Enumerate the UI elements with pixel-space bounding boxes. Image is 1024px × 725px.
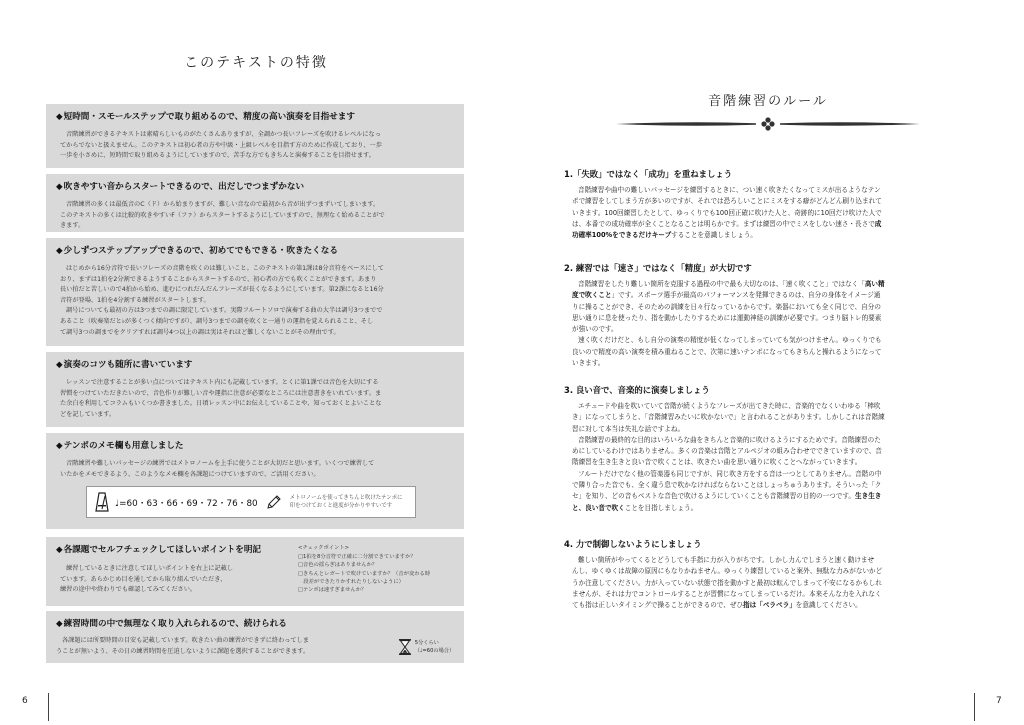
checkpoint-list bbox=[298, 544, 448, 596]
text-line: 階練習を生き生きと良い音で吹くことは、吹きたい曲を思い通りに吹くことへながっていきます。 bbox=[572, 458, 862, 467]
feature-heading: 演奏のコツも随所に書いています bbox=[63, 360, 193, 370]
rule-section-3 bbox=[564, 384, 984, 514]
text-line: 練習の途中や終わりでも確認してみてください。 bbox=[60, 586, 197, 594]
diamond-icon: ◆ bbox=[56, 441, 63, 451]
text-line: 音階練習の最終的な目的はいろいろな曲をきちんと音楽的に吹けるようにするためです。音階練習のた bbox=[578, 435, 881, 444]
feature-heading: 吹きやすい音からスタートできるので、出だしでつまずかない bbox=[63, 182, 305, 192]
ornament-divider bbox=[616, 116, 920, 132]
text-line: きます。 bbox=[60, 222, 85, 230]
pencil-icon bbox=[266, 494, 282, 510]
text-line: このテキストの多くは比較的吹きやすいF（ファ）からスタートするようにしていますので、無理なく始めることがで bbox=[60, 211, 385, 219]
feature-text bbox=[56, 264, 454, 338]
feature-box-5 bbox=[46, 433, 464, 529]
text-line: 習慣をつけていただきたいので、音色作りが難しい音や運指に注意が必要なところには注意書きをいれています。ま bbox=[60, 389, 382, 397]
text-line: 音階練習や難しいパッセージの練習ではメトロノームを上手に使うことが大切だと思います。いくつで練習して bbox=[66, 460, 375, 467]
diamond-icon: ◆ bbox=[56, 545, 63, 555]
text-line: 調号についても最初の方は3つまでの調に限定しています。実際フルートソロで演奏する曲の大半は調号3つまでで bbox=[66, 307, 383, 315]
text-line: てからでないと扱えません。このテキストは初心者の方や中級・上級レベルを目指す方のために作成しており、一歩 bbox=[60, 141, 382, 149]
text-line: 良いので精度の高い演奏を積み重ねることで、次第に速いテンポになってもきちんと操れるようになって bbox=[572, 347, 882, 356]
rule-heading: 3. 良い音で、音楽的に演奏しましょう bbox=[564, 385, 710, 395]
text-line: ポで練習をしてしまう方が多いのですが、それでは恐ろしいことにミスをする癖がどんどん刷り込まれて bbox=[572, 197, 882, 206]
text-line: うか注意してください。力が入っていない状態で指を動かすと最初は転んでしまって不安になるかもしれ bbox=[572, 578, 882, 587]
text-line: 各課題には所要時間の目安も記載しています。吹きたい曲の練習ができずに終わってしま bbox=[62, 637, 309, 644]
feature-box-7 bbox=[46, 611, 464, 663]
rule-heading: 4. 力で制御しないようにしましょう bbox=[564, 539, 702, 549]
feature-box-1 bbox=[46, 104, 464, 168]
diamond-icon: ◆ bbox=[56, 112, 63, 122]
feature-text bbox=[56, 200, 454, 232]
rule-heading: 1.「失敗」ではなく「成功」を重ねましょう bbox=[564, 169, 733, 179]
text-line: 長い拍だと苦しいので4拍から始め、進むにつれだんだんフレーズが長くなるようにしています。第2課になると16分 bbox=[60, 286, 384, 294]
tempo-values: ♩=60・63・66・69・72・76・80 bbox=[115, 498, 258, 509]
rule-section-4 bbox=[564, 538, 984, 611]
bold-text: 高い精 bbox=[864, 280, 885, 288]
text-line: て調号3つの調までをクリアすれば調号4つ以上の調は実はそれほど難しくないことがその理由です。 bbox=[60, 328, 340, 336]
text-line: いたかをメモできるよう、このようなメモ欄を各課題につけていますので、ご活用ください。 bbox=[60, 470, 320, 478]
text-line: 音階練習をしたり難しい箇所を克服する過程の中で最も大切なのは、「速く吹くこと」ではなく「 bbox=[578, 280, 865, 288]
text-line: 練習しているときに注意してほしいポイントを右上に記載し bbox=[66, 565, 234, 572]
checkpoint-item: □音色の揺らぎはありませんか？ bbox=[298, 562, 378, 569]
text-line: フルートだけでなく他の管楽器も同じですが、同じ吹き方をする音は一つとしてありません。音階の中 bbox=[578, 469, 882, 478]
text-line: た余白を利用してコラムもいくつか書きました。日頃レッスン中にお伝えしていることや、知っておくとよいことな bbox=[60, 400, 382, 408]
text-line: 印をつけておくと進度が分かりやすいです bbox=[289, 503, 393, 510]
text-line: エチュードや曲を吹いていて音階が続くようなフレーズが出てきた時に、音楽的でなくいわゆる「棒吹 bbox=[578, 402, 881, 410]
text-line: んし、ゆくゆくは故障の原因にもなりかねません。ゆっくり練習していると案外、無駄な力みがないかど bbox=[572, 567, 883, 576]
feature-text bbox=[56, 636, 385, 657]
text-line: おり、まずは1拍を2分割できるようすることからスタートするので、初心者の方でも吹くことができます。あまり bbox=[60, 275, 377, 283]
text-line: 速く吹くだけだと、もし自分の演奏の精度が低くなってしまっていても気がつけません。ゆっくりでも bbox=[578, 336, 882, 345]
feature-box-2 bbox=[46, 174, 464, 232]
text-line: 音階練習や曲中の難しいパッセージを練習するときに、つい速く吹きたくなってミスが出るようなテン bbox=[578, 186, 881, 194]
text-line: はじめから16分音符で長いフレーズの音階を吹くのは難しいこと。このテキストの第1課は8分音符をベースにして bbox=[66, 265, 384, 272]
page-marker-line bbox=[974, 693, 975, 721]
diamond-icon: ◆ bbox=[56, 360, 63, 370]
feature-heading: 短時間・スモールステップで取り組めるので、精度の高い演奏を目指せます bbox=[63, 112, 355, 122]
page-marker-line bbox=[48, 693, 49, 721]
feature-text bbox=[56, 564, 298, 596]
text-line: することを意識しましょう。 bbox=[671, 231, 757, 240]
text-line: あること（吹奏楽だと♭が多くつく傾向ですが）、調号3つまでの調を吹くと一通りの運指を覚えられること、そし bbox=[60, 317, 374, 325]
feature-heading: 練習時間の中で無理なく取り入れられるので、続けられる bbox=[63, 619, 287, 629]
checkpoint-item: □テンポは速すぎませんか？ bbox=[298, 587, 367, 594]
feature-box-6 bbox=[46, 537, 464, 606]
feature-heading: テンポのメモ欄も用意しました bbox=[63, 441, 184, 451]
text-line: 音符が登場、1拍を4分割する練習がスタートします。 bbox=[60, 296, 210, 304]
time-estimate bbox=[415, 639, 454, 655]
metronome-icon bbox=[95, 492, 109, 512]
text-line: ても指は正しいタイミングで操ることができるので、ぜひ bbox=[572, 601, 744, 610]
text-line: が強いのです。 bbox=[572, 325, 618, 334]
checkpoint-item: □1拍を8分音符で正確に二分割できていますか？ bbox=[298, 554, 416, 561]
text-line: セ」を知り、どの音もベストな音色で吹けるようにしていくことも音階練習の目的の一つです。 bbox=[572, 492, 856, 501]
text-line: ませんが、それは力でコントロールすることが習慣になってしまっているだけ。本来そんな力を入れなく bbox=[572, 589, 882, 598]
bold-text: 生き生き bbox=[855, 492, 882, 501]
text-line: りに操ることができ、そのための訓練を日々行なっているからです。楽器においても全く同じで、自分の bbox=[572, 302, 881, 311]
text-line: めにしているわけではありません。多くの音楽は音階とアルペジオの組み合わせでできていますので、音 bbox=[572, 447, 882, 456]
bold-text: 成 bbox=[874, 219, 882, 228]
text-line: いきます。 bbox=[572, 359, 605, 368]
page-title: このテキストの特徴 bbox=[184, 55, 328, 71]
text-line: ています。あらかじめ目を通してから取り組んでいただき、 bbox=[60, 575, 227, 583]
right-page bbox=[512, 0, 1024, 725]
bold-text: 指は「ペラペラ」 bbox=[743, 601, 796, 610]
rule-section-2 bbox=[564, 262, 984, 369]
text-line: 難しい箇所がやってくるとどうしても手指に力が入りがちです。しかし力んでしまうと速く動けませ bbox=[578, 556, 875, 564]
text-line: き」になってしまうと、「音階練習みたいに吹かないで」と言われることがあります。しかしこれは音階練 bbox=[572, 413, 885, 422]
text-line: レッスンで注意することが多い点についてはテキスト内にも記載しています。とくに第1課では音色を大切にする bbox=[66, 379, 379, 386]
text-line: 5分くらい bbox=[414, 639, 439, 646]
checkpoint-item: 段差ができたりかすれたりしないように） bbox=[298, 578, 404, 585]
page-number: 6 bbox=[22, 696, 28, 706]
text-line: 音階練習の多くは最低音のC（ド）から始まりますが、難しい音なので最初から音が出ずつまずいてしまいます。 bbox=[66, 201, 380, 208]
rule-section-1 bbox=[564, 168, 984, 241]
tempo-note bbox=[290, 494, 403, 510]
rule-text bbox=[564, 279, 984, 369]
page-title: 音階練習のルール bbox=[708, 94, 828, 109]
text-line: （♩=60の場合） bbox=[414, 647, 455, 654]
rule-text bbox=[564, 555, 984, 611]
feature-text bbox=[56, 378, 454, 420]
diamond-icon: ◆ bbox=[56, 619, 63, 629]
text-line: 習に対して本当は失礼な話ですよね。 bbox=[572, 424, 685, 433]
rule-text bbox=[564, 401, 984, 514]
feature-box-3 bbox=[46, 238, 464, 346]
diamond-icon: ◆ bbox=[56, 246, 63, 256]
bold-text: と、良い音で吹く bbox=[572, 503, 625, 512]
text-line: 思い通りに息を使ったり、指を動かしたりするためには運動神経の訓練が必要です。つまり脳トレ的要素 bbox=[572, 313, 882, 322]
text-line: 一歩を小さめに、短時間で取り組めるようにしていますので、苦手な方でもきちんと演奏することを目指せます。 bbox=[60, 152, 375, 160]
feature-heading: 少しずつステップアップできるので、初めてでもできる・吹きたくなる bbox=[63, 246, 338, 256]
text-line: で隣り合った音でも、全く違う息で吹かなければならないことはしょっちゅうあります。そういった「ク bbox=[572, 481, 882, 490]
text-line: どを記しています。 bbox=[60, 410, 116, 418]
feature-text bbox=[56, 130, 454, 162]
text-line: メトロノームを使ってきちんと吹けたテンポに bbox=[289, 495, 403, 502]
text-line: ことを目指しましょう。 bbox=[624, 503, 698, 512]
text-line: は、本番での成功確率が全くことなることは明らかです。まずは練習の中でミスをしない速さ・長さで bbox=[572, 219, 875, 228]
bold-text: 功確率100%をできるだけキープ bbox=[572, 231, 672, 240]
page-number: 7 bbox=[996, 696, 1002, 706]
feature-text bbox=[56, 459, 454, 480]
rule-text bbox=[564, 185, 984, 241]
text-line: 音階練習ができるテキストは素晴らしいものがたくさんありますが、全調かつ長いフレーズを吹けるレベルになっ bbox=[66, 131, 381, 138]
bold-text: 度で吹くこと bbox=[572, 291, 612, 300]
checkpoint-title: <チェックポイント> bbox=[298, 545, 350, 551]
text-line: 」です。スポーツ選手が最高のパフォーマンスを発揮できるのは、自分の身体をイメージ通 bbox=[611, 291, 881, 300]
feature-heading: 各課題でセルフチェックしてほしいポイントを明記 bbox=[63, 545, 262, 555]
text-line: を意識してください。 bbox=[795, 601, 862, 610]
rule-heading: 2. 練習では「速さ」ではなく「精度」が大切です bbox=[564, 263, 752, 273]
feature-box-4 bbox=[46, 352, 464, 427]
checkpoint-item: □きちんとレガートで吹けていますか？（音が変わる時 bbox=[298, 570, 431, 577]
text-line: うことが無いよう、その日の練習時間を圧迫しないように課題を選択することができます。 bbox=[56, 647, 310, 655]
hourglass-icon bbox=[399, 639, 411, 655]
diamond-icon: ◆ bbox=[56, 182, 63, 192]
tempo-memo-box bbox=[86, 486, 416, 518]
text-line: いきます。100回練習したとして、ゆっくりでも100回正確に吹けた人と、奇跡的に10回だけ吹けた人で bbox=[572, 208, 882, 217]
